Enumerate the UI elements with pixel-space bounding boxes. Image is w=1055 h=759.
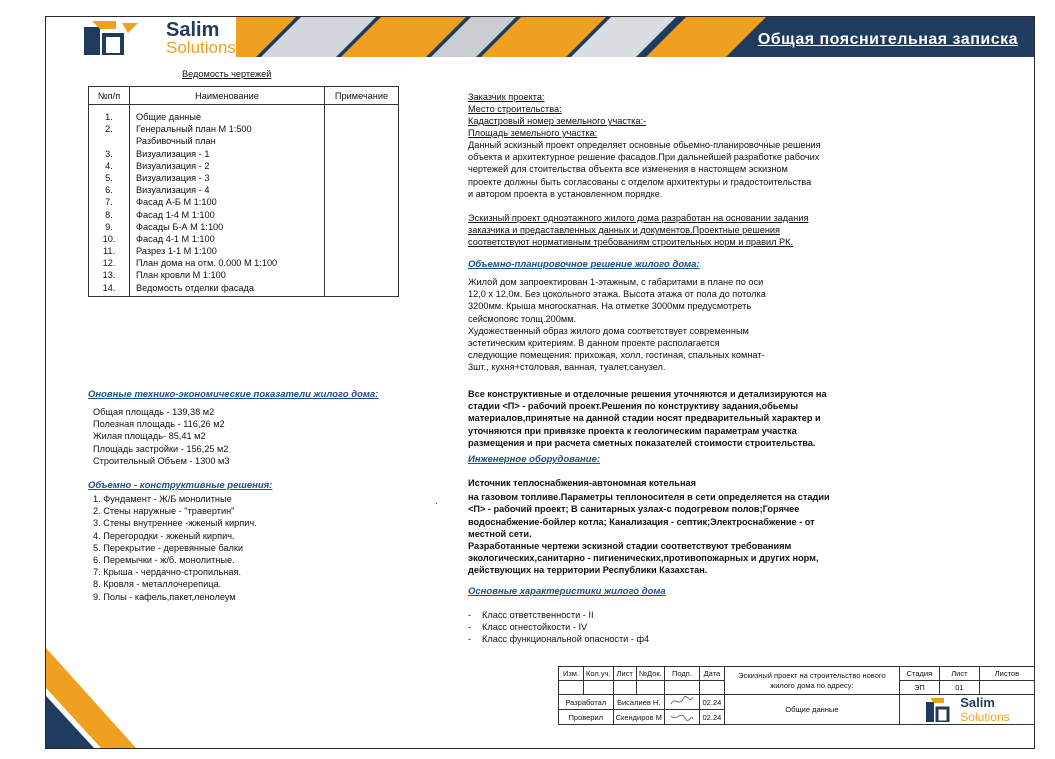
engineering-line: Источник теплоснабжения-автономная котельная (468, 478, 696, 488)
planning-line: 3шт., кухня+столовая, ванная, туалет,санузел. (468, 362, 666, 373)
drawing-number: 9. (105, 221, 113, 232)
drawing-number: 6. (105, 185, 113, 196)
engineering-line: Разработанные чертежи эскизной стадии соответствуют требованиям (468, 541, 792, 552)
planning-line: эстетическим критериям. В данном проекте располагается (468, 338, 720, 349)
drawing-name: Общие данные (136, 112, 202, 122)
planning-line: 3200мм. Крыша многоскатная. На отметке 3000мм предусмотреть (468, 301, 752, 312)
engineering-line: на газовом топливе.Параметры теплоносителя в сети определяется на стадии (468, 492, 830, 503)
tep-list (93, 406, 229, 467)
tep-heading: Оновные технико-экономические показатели жилого дома: (88, 389, 379, 400)
drawing-number: 2. (105, 124, 113, 135)
stamp-name-checker: Скендиров М (613, 710, 664, 725)
intro-line: проекте должны быть согласованы с отделом архитектуры и градостоительства (468, 176, 812, 187)
col-note-header: Примечание (325, 87, 399, 105)
stamp-sheet-value: 01 (939, 681, 979, 695)
drawing-number: 4. (105, 160, 113, 171)
stamp-header-sheet: Лист (613, 667, 636, 681)
constructive-bold-paragraph (468, 388, 827, 449)
document-title: Общая пояснительная записка (757, 31, 1018, 48)
characteristic-item: - Класс огнестойкости - IV (468, 622, 588, 633)
tep-item: Жилая площадь- 85,41 м2 (93, 431, 206, 442)
characteristic-item: - Класс ответственности - II (468, 610, 594, 620)
intro-line: Данный эскизный проект определяет основные обьемно-планировочные решения (468, 140, 821, 150)
stamp-logo-icon (924, 698, 958, 722)
intro-paragraph (468, 139, 821, 200)
drawing-name: Фасад А-Б М 1:100 (136, 197, 217, 208)
stamp-header-change: Изм. (559, 667, 584, 681)
stamp-name-developer: Бисалиев Н. (613, 695, 664, 710)
drawing-name: Ведомость отделки фасада (136, 282, 254, 293)
constructive-heading: Объемно - конструктивные решения: (88, 480, 273, 491)
cadastral-label: Кадастровый номер земельного участка:- (468, 116, 647, 126)
planning-heading: Объемно-планировочное решение жилого дома: (468, 259, 700, 270)
engineering-line: действующих на территории Республики Казахстан. (468, 565, 708, 576)
engineering-line: водоснабжение-бойлер котла; Канализация - септик;Электроснабжение - от (468, 516, 815, 527)
characteristics-list (468, 609, 649, 646)
drawing-number: 14. (102, 282, 116, 293)
drawing-number: 11. (102, 246, 116, 257)
drawing-number: 7. (105, 197, 113, 208)
planning-paragraph (468, 276, 766, 374)
constructive-bold-line: размещения и при расчета сметных показателей стоимости строительства. (468, 437, 816, 448)
constructive-list (93, 493, 257, 603)
constructive-bold-line: Все конструктивные и отделочные решения уточняются и детализируются на (468, 389, 827, 399)
characteristic-item: - Класс функциональной опасности - ф4 (468, 634, 650, 645)
drawing-name: Генеральный план М 1:500 (136, 124, 252, 135)
stamp-logo-word-salim: Salim (960, 694, 995, 710)
stamp-logo (899, 695, 1034, 725)
engineering-line: местной сети. (468, 528, 532, 539)
stamp-sheet-header: Лист (939, 667, 979, 681)
constructive-item: 5. Перекрытие - деревянные балки (93, 542, 244, 553)
stamp-stage-value: ЭП (899, 681, 939, 695)
drawing-name: Визуализация - 1 (136, 148, 210, 159)
stamp-project-title: Эскизный проект на строительство нового жилого дома по адресу: (724, 667, 899, 695)
drawing-name: Визуализация - 3 (136, 172, 210, 183)
engineering-heading: Инженерное оборудование: (468, 454, 601, 465)
drawing-name: Фасады Б-А М 1:100 (136, 221, 224, 232)
stamp-date-developer: 02.24 (699, 695, 724, 710)
basis-paragraph (468, 212, 808, 249)
planning-line: Художественный образ жилого дома соответствует современным (468, 325, 749, 336)
drawings-names-cell (130, 105, 325, 297)
constructive-item: 6. Перемычки - ж/б. монолитные. (93, 555, 235, 566)
engineering-line: <П> - рабочий проект; В санитарных узлах-с подогревом полов;Горячее (468, 504, 800, 515)
drawing-name: План дома на отм. 0.000 М 1:100 (136, 258, 278, 269)
constructive-bold-line: стадии <П> - рабочий проект.Решения по конструктиву задания,обьемы (468, 401, 799, 412)
stamp-header-date: Дата (699, 667, 724, 681)
land-area-label: Площадь земельного участка: (468, 128, 598, 138)
drawing-name: Разрез 1-1 М 1:100 (136, 246, 217, 257)
stray-dot: . (435, 496, 438, 506)
drawing-name: План кровли М 1:100 (136, 270, 226, 281)
planning-line: сейсмопояс толщ.200мм. (468, 313, 577, 324)
drawing-number: 12. (102, 258, 116, 269)
engineering-paragraph (468, 477, 830, 577)
stamp-sheets-header: Листов (979, 667, 1034, 681)
drawing-number: 13. (102, 270, 116, 281)
header-logo (46, 17, 236, 57)
drawing-name: Визуализация - 4 (136, 185, 210, 196)
title-block (558, 666, 1035, 725)
corner-stripes (46, 648, 136, 748)
constructive-item: 3. Стены внутреннее -жженый кирпич. (93, 518, 257, 529)
tep-item: Полезная площадь - 116,26 м2 (93, 419, 225, 430)
col-name-header: Наименование (130, 87, 325, 105)
constructive-bold-line: уточняются при привязке проекта к геологическим параметрам участка (468, 425, 797, 436)
drawings-numbers-cell (89, 105, 130, 297)
place-label: Место строительства: (468, 104, 562, 114)
drawings-table (88, 86, 399, 297)
constructive-item: 2. Стены наружные - "травертин" (93, 506, 235, 517)
customer-label: Заказчик проекта: (468, 92, 545, 102)
tep-item: Общая площадь - 139,38 м2 (93, 407, 215, 417)
constructive-bold-line: материалов,принятые на данной стадии носят предварительный характер и (468, 413, 821, 424)
constructive-item: 9. Полы - кафель,пакет,ленолеум (93, 591, 236, 602)
drawings-caption: Ведомость чертежей (182, 69, 272, 79)
drawing-number: 3. (105, 148, 113, 159)
salim-logo-icon (82, 21, 162, 55)
stamp-stage-header: Стадия (899, 667, 939, 681)
tep-item: Площадь застройки - 156,25 м2 (93, 443, 229, 454)
drawing-number (89, 135, 129, 147)
drawing-number: 10. (102, 233, 116, 244)
header-banner (46, 17, 1034, 57)
stamp-role-developer: Разработал (559, 695, 614, 710)
drawing-name: Разбивочный план (136, 136, 216, 147)
drawing-number: 1. (105, 112, 113, 122)
logo-word-solutions: Solutions (166, 38, 236, 57)
engineering-line: экологических,санитарно - пигиенических,противопожарных и других норм, (468, 553, 819, 564)
drawing-name: Фасад 1-4 М 1:100 (136, 209, 215, 220)
characteristics-heading: Основные характеристики жилого дома (468, 586, 666, 597)
stamp-header-doc: №Док. (636, 667, 664, 681)
col-number-header: №п/п (89, 87, 130, 105)
planning-line: Жилой дом запроектирован 1-этажным, с габаритами в плане по оси (468, 277, 764, 287)
intro-line: и автором проекта в установленном порядке. (468, 188, 663, 199)
planning-line: следующие помещения: прихожая, холл, гостиная, спальных комнат- (468, 350, 765, 361)
intro-line: объекта и архитектурное решение фасадов.При дальнейшей разработке рабочих (468, 152, 820, 163)
basis-line: заказчика и предаставленных данных и документов.Проектные решения (468, 225, 781, 236)
drawings-notes-cell (325, 105, 399, 297)
drawing-name: Фасад 4-1 М 1:100 (136, 233, 215, 244)
stamp-logo-word-solutions: Solutions (960, 709, 1010, 724)
basis-line: Эскизный проект одноэтажного жилого дома разработан на основании задания (468, 213, 809, 223)
stamp-header-count: Кол.уч. (584, 667, 614, 681)
signature-2 (664, 710, 699, 725)
drawing-number: 8. (105, 209, 113, 220)
stamp-sheet-title: Общие данные (724, 695, 899, 725)
constructive-item: 1. Фундамент - Ж/Б монолитные (93, 494, 232, 504)
logo-word-salim: Salim (166, 19, 220, 41)
basis-line: соответствуют нормативным требованиям строительных норм и правил РК. (468, 237, 794, 248)
planning-line: 12,0 х 12,0м. Без цокольного этажа. Высота этажа от пола до потолка (468, 289, 766, 300)
constructive-item: 7. Крыша - чердачно-стропильная. (93, 567, 242, 578)
intro-line: чертежей для стоительства объекта все изменения в настоящем эскизном (468, 164, 788, 175)
constructive-item: 4. Перегородки - жженый кирпич. (93, 530, 235, 541)
stamp-role-checker: Проверил (559, 710, 614, 725)
signature-1 (664, 695, 699, 710)
stamp-header-sign: Подп. (664, 667, 699, 681)
constructive-item: 8. Кровля - металлочерепица. (93, 579, 222, 590)
drawing-name: Визуализация - 2 (136, 160, 210, 171)
stamp-date-checker: 02.24 (699, 710, 724, 725)
drawing-number: 5. (105, 172, 113, 183)
tep-item: Строительный Объем - 1300 м3 (93, 455, 230, 466)
